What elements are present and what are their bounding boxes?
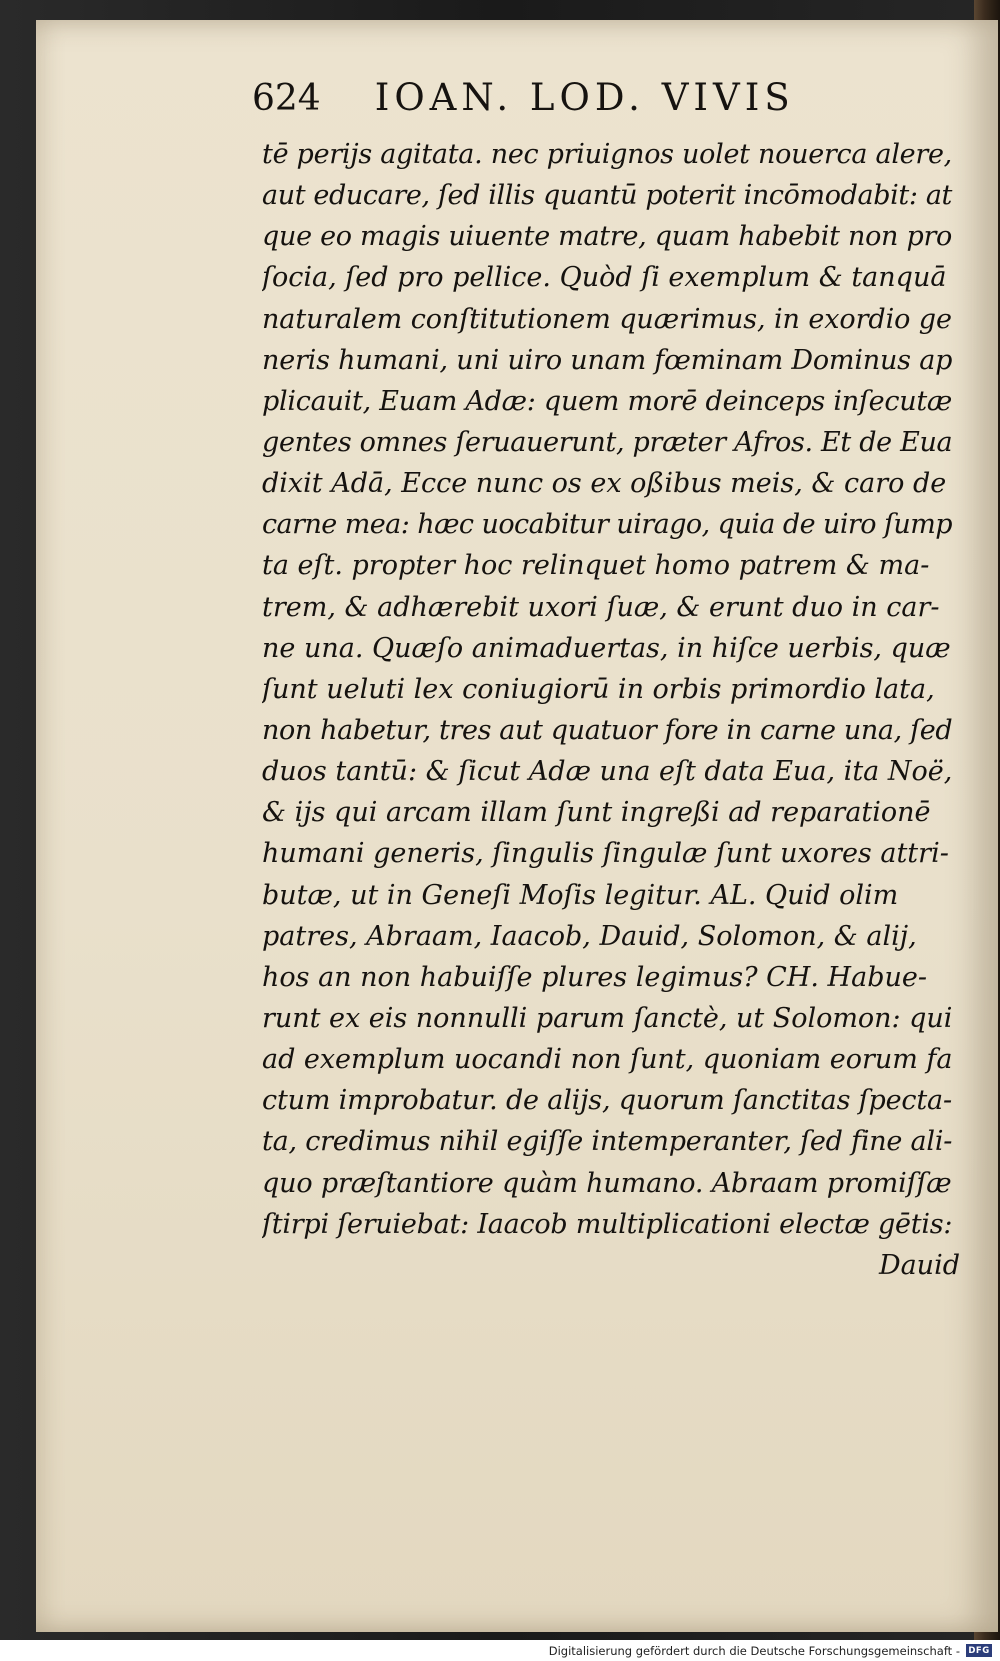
text-line: patres, Abraam, Iaacob, Dauid, Solomon, & alij, bbox=[262, 920, 917, 952]
running-head: IOAN. LOD. VIVIS bbox=[374, 76, 795, 119]
page-header bbox=[252, 76, 832, 126]
footer-credit: Digitalisierung gefördert durch die Deutsche Forschungsgemeinschaft - bbox=[548, 1643, 960, 1658]
text-line: ad exemplum uocandi non ſunt, quoniam eorum fa bbox=[262, 1044, 953, 1076]
text-line: gentes omnes ſeruauerunt, præter Afros. Et de Eua bbox=[262, 426, 953, 458]
text-line: naturalem conſtitutionem quærimus, in exordio ge bbox=[262, 303, 952, 335]
text-line: ta, credimus nihil egiſſe intemperanter, ſed fine ali- bbox=[262, 1126, 953, 1158]
text-line: ta eſt. propter hoc relinquet homo patrem & ma- bbox=[262, 550, 930, 582]
text-line: trem, & adhærebit uxori ſuæ, & erunt duo in car- bbox=[262, 591, 940, 623]
dfg-logo: DFG bbox=[966, 1644, 992, 1657]
text-line: dixit Adā, Ecce nunc os ex oßibus meis, & caro de bbox=[262, 468, 947, 500]
text-line: ſunt ueluti lex coniugiorū in orbis primordio lata, bbox=[262, 673, 935, 705]
text-line: carne mea: hæc uocabitur uirago, quia de uiro ſump bbox=[262, 509, 953, 541]
page-number: 624 bbox=[252, 78, 321, 119]
text-line: que eo magis uiuente matre, quam habebit non pro bbox=[262, 221, 953, 253]
digitization-footer bbox=[0, 1640, 1000, 1661]
text-line: hos an non habuiſſe plures legimus? CH. Habue- bbox=[262, 961, 927, 993]
text-line: ſtirpi ſeruiebat: Iaacob multiplicationi electæ gētis: bbox=[262, 1208, 953, 1240]
text-line: non habetur, tres aut quatuor fore in carne una, ſed bbox=[262, 714, 953, 746]
text-line: plicauit, Euam Adæ: quem morē deinceps inſecutæ bbox=[262, 385, 953, 417]
text-line: ne una. Quæſo animaduertas, in hiſce uerbis, quæ bbox=[262, 632, 951, 664]
catchword: Dauid bbox=[878, 1249, 960, 1281]
text-line: ctum improbatur. de alijs, quorum ſanctitas ſpecta- bbox=[262, 1085, 952, 1117]
text-line: butæ, ut in Geneſi Moſis legitur. AL. Quid olim bbox=[262, 879, 899, 911]
text-line: humani generis, ſingulis ſingulæ ſunt uxores attri- bbox=[262, 838, 949, 870]
text-line: aut educare, ſed illis quantū poterit incōmodabit: at bbox=[262, 180, 953, 212]
text-line: & ijs qui arcam illam ſunt ingreßi ad reparationē bbox=[262, 797, 931, 829]
text-block bbox=[262, 134, 962, 1286]
text-line: quo præſtantiore quàm humano. Abraam promiſſæ bbox=[262, 1167, 952, 1199]
text-line: neris humani, uni uiro unam fœminam Dominus ap bbox=[262, 344, 953, 376]
text-line: duos tantū: & ſicut Adæ una eſt data Eua, ita Noë, bbox=[262, 756, 953, 788]
text-line: tē perijs agitata. nec priuignos uolet nouerca alere, bbox=[262, 139, 952, 170]
text-line: runt ex eis nonnulli parum ſanctè, ut Solomon: qui bbox=[262, 1002, 953, 1034]
text-line: ſocia, ſed pro pellice. Quòd ſi exemplum & tanquā bbox=[262, 262, 947, 294]
